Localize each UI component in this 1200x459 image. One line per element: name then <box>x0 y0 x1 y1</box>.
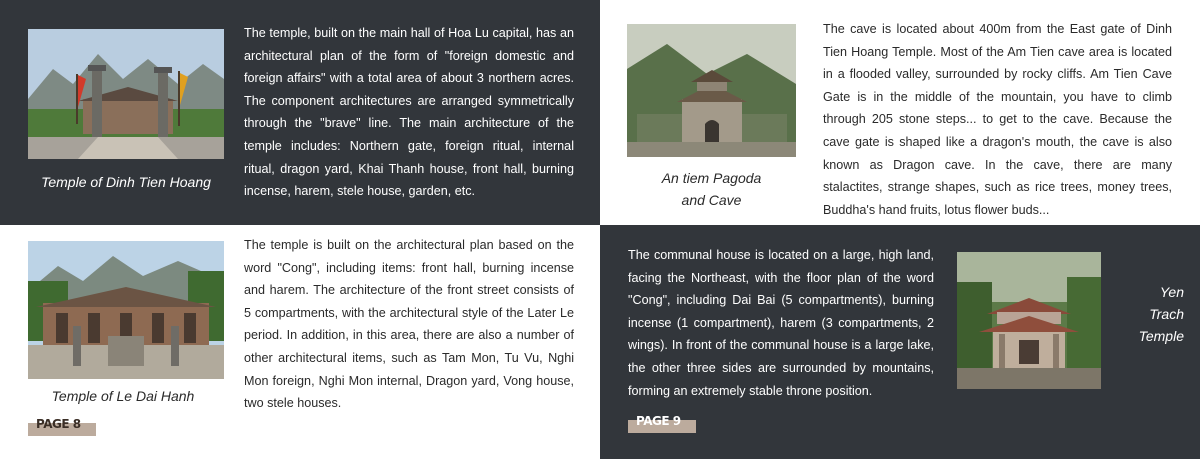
text-le-dai-hanh: The temple is built on the architectural plan based on the word "Cong", including items: front hall, burning incense and harem. The architecture of the front street consists of 5 compartments, with the architectural style of the Later Le period. In addition, in this area, there are also a number of other architectural items, such as Tam Mon, Tu Vu, Nghi Mon foreign, Nghi Mon internal, Dragon yard, Vong house, two stele houses. <box>244 238 574 411</box>
caption-an-tiem-line2: and Cave <box>681 192 742 208</box>
text-yen-trach: The communal house is located on a large, high land, facing the Northeast, with the floor plan of the word "Cong", including Dai Bai (5 compartments), burning incense (1 compartment), harem (3 compartments, 2 wings). In front of the communal house is a large lake, the other three sides are surrounded by mountains, forming an extremely stable throne position. <box>628 248 934 398</box>
page-number-left <box>28 417 96 436</box>
caption-yen-trach-line3: Temple <box>1138 328 1184 344</box>
page-number-right-label: PAGE 9 <box>636 414 681 428</box>
caption-dinh-tien-hoang: Temple of Dinh Tien Hoang <box>41 174 211 190</box>
section-an-tiem <box>600 0 1200 225</box>
caption-le-dai-hanh: Temple of Le Dai Hanh <box>51 388 195 404</box>
caption-an-tiem-line1: An tiem Pagoda <box>661 170 762 186</box>
section-yen-trach <box>600 225 1200 459</box>
temple-dinh-tien-hoang-photo <box>28 29 224 159</box>
section-dinh-tien-hoang <box>0 0 600 225</box>
text-dinh-tien-hoang: The temple, built on the main hall of Hoa Lu capital, has an architectural plan of the form of "foreign domestic and foreign affairs" with a total area of about 3 northern acres. The component architectures are arranged symmetrically through the "brave" line. The main architecture of the temple includes: Northern gate, foreign ritual, internal ritual, dragon yard, Khai Thanh house, front hall, burning incense, harem, stele house, garden, etc. <box>244 26 574 199</box>
yen-trach-temple-photo <box>957 252 1101 389</box>
caption-yen-trach-line2: Trach <box>1149 306 1184 322</box>
an-tiem-pagoda-photo <box>627 24 796 157</box>
section-le-dai-hanh <box>0 225 600 459</box>
page-number-right <box>628 414 696 433</box>
text-an-tiem: The cave is located about 400m from the East gate of Dinh Tien Hoang Temple. Most of the Am Tien cave area is located in a flooded valley, surrounded by rocky cliffs. Am Tien Cave Gate is in the middle of the mountain, you have to climb through 205 stone steps... to get to the cave. Because the cave gate is shaped like a dragon's mouth, the cave is also known as Dragon cave. In the cave, there are many stalactites, strange shapes, such as rice trees, money trees, Buddha's hand fruits, lotus flower buds... <box>823 22 1172 217</box>
page-number-left-label: PAGE 8 <box>36 417 81 431</box>
temple-le-dai-hanh-photo <box>28 241 224 379</box>
caption-yen-trach-line1: Yen <box>1159 284 1184 300</box>
